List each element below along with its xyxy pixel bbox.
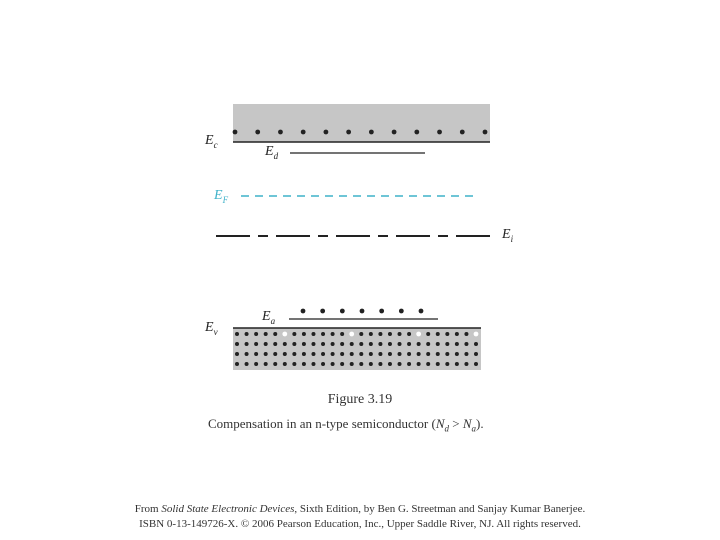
valence-electron: [426, 362, 430, 366]
credit-line-1: From Solid State Electronic Devices, Sixth Edition, by Ben G. Streetman and Sanjay Kumar Banerjee.: [134, 503, 586, 515]
valence-electron: [321, 332, 325, 336]
valence-electron: [245, 352, 249, 356]
valence-electron: [321, 362, 325, 366]
conduction-electron: [233, 130, 238, 135]
valence-electron: [464, 362, 468, 366]
valence-electron: [455, 362, 459, 366]
valence-electron: [464, 332, 468, 336]
valence-electron: [264, 332, 268, 336]
valence-electron: [350, 362, 354, 366]
valence-electron: [417, 352, 421, 356]
valence-electron: [245, 332, 249, 336]
valence-electron: [369, 342, 373, 346]
valence-electron: [292, 342, 296, 346]
valence-electron: [302, 342, 306, 346]
valence-electron: [445, 362, 449, 366]
label-ev: $E_v$: [205, 320, 218, 337]
valence-electron: [235, 342, 239, 346]
valence-electron: [359, 352, 363, 356]
valence-electron: [331, 352, 335, 356]
valence-electron: [273, 332, 277, 336]
valence-electron: [302, 332, 306, 336]
conduction-electron: [255, 130, 260, 135]
valence-electron: [331, 332, 335, 336]
acceptor-electron: [399, 309, 404, 314]
conduction-electron: [414, 130, 419, 135]
conduction-electron: [392, 130, 397, 135]
valence-electron: [340, 362, 344, 366]
valence-electron: [369, 352, 373, 356]
valence-electron: [311, 362, 315, 366]
valence-electron: [311, 352, 315, 356]
valence-electron: [331, 342, 335, 346]
hole: [282, 332, 287, 337]
valence-electron: [283, 362, 287, 366]
valence-electron: [445, 332, 449, 336]
valence-electron: [464, 342, 468, 346]
conduction-electron: [301, 130, 306, 135]
valence-electron: [245, 342, 249, 346]
valence-electron: [359, 362, 363, 366]
valence-electron: [292, 352, 296, 356]
valence-electron: [474, 362, 478, 366]
label-ed: $E_d$: [265, 144, 279, 161]
valence-band: [233, 328, 481, 370]
valence-electron: [388, 362, 392, 366]
valence-electron: [455, 342, 459, 346]
acceptor-electron: [320, 309, 325, 314]
valence-electron: [369, 332, 373, 336]
valence-electron: [321, 352, 325, 356]
valence-electron: [340, 342, 344, 346]
conduction-electron: [346, 130, 351, 135]
valence-electron: [388, 342, 392, 346]
valence-electron: [340, 332, 344, 336]
valence-electron: [436, 352, 440, 356]
valence-electron: [378, 362, 382, 366]
valence-electron: [264, 352, 268, 356]
valence-electron: [426, 342, 430, 346]
acceptor-electron: [340, 309, 345, 314]
valence-electron: [436, 342, 440, 346]
valence-electron: [426, 332, 430, 336]
conduction-electron: [460, 130, 465, 135]
valence-electron: [311, 342, 315, 346]
conduction-band: [233, 104, 490, 142]
valence-electron: [455, 332, 459, 336]
acceptor-electrons: [301, 309, 424, 314]
valence-electron: [474, 352, 478, 356]
valence-electron: [321, 342, 325, 346]
label-ef: $E_F$: [214, 188, 229, 205]
valence-electron: [292, 362, 296, 366]
hole: [349, 332, 354, 337]
valence-electron: [235, 352, 239, 356]
valence-electron: [407, 332, 411, 336]
label-ec: $E_c$: [205, 133, 218, 150]
valence-electron: [474, 342, 478, 346]
credit-line-2: ISBN 0-13-149726-X. © 2006 Pearson Education, Inc., Upper Saddle River, NJ. All rights reserved.: [139, 518, 581, 530]
valence-electron: [426, 352, 430, 356]
valence-electron: [359, 342, 363, 346]
valence-electron: [302, 362, 306, 366]
valence-electron: [264, 342, 268, 346]
valence-electron: [235, 362, 239, 366]
hole: [474, 332, 479, 337]
figure-title: Figure 3.19: [327, 392, 393, 407]
valence-electron: [398, 352, 402, 356]
valence-electron: [235, 332, 239, 336]
valence-electron: [350, 342, 354, 346]
conduction-electron: [278, 130, 283, 135]
figure-caption: Compensation in an n-type semiconductor $(N_d > N_a)$.: [208, 416, 484, 434]
valence-electron: [378, 352, 382, 356]
valence-electron: [350, 352, 354, 356]
acceptor-electron: [419, 309, 424, 314]
valence-electron: [254, 362, 258, 366]
hole: [416, 332, 421, 337]
valence-electron: [388, 332, 392, 336]
valence-electron: [407, 352, 411, 356]
valence-electron: [331, 362, 335, 366]
valence-electron: [464, 352, 468, 356]
valence-electron: [407, 342, 411, 346]
valence-electron: [283, 352, 287, 356]
valence-electron: [273, 342, 277, 346]
valence-electron: [407, 362, 411, 366]
valence-electron: [398, 362, 402, 366]
valence-electron: [445, 352, 449, 356]
valence-electron: [378, 342, 382, 346]
acceptor-electron: [301, 309, 306, 314]
valence-electron: [359, 332, 363, 336]
valence-electron: [398, 332, 402, 336]
valence-electron: [445, 342, 449, 346]
conduction-electron: [437, 130, 442, 135]
valence-electron: [436, 362, 440, 366]
label-ei: $E_i$: [502, 227, 514, 244]
conduction-electron: [483, 130, 488, 135]
valence-electron: [417, 342, 421, 346]
conduction-electron: [324, 130, 329, 135]
valence-electron: [254, 342, 258, 346]
valence-electron: [273, 362, 277, 366]
valence-electron: [455, 352, 459, 356]
label-ea: $E_a$: [262, 309, 276, 326]
valence-electron: [264, 362, 268, 366]
acceptor-electron: [360, 309, 365, 314]
valence-electron: [436, 332, 440, 336]
valence-electron: [369, 362, 373, 366]
valence-electron: [283, 342, 287, 346]
valence-electron: [388, 352, 392, 356]
valence-electron: [311, 332, 315, 336]
valence-electron: [398, 342, 402, 346]
valence-electron: [340, 352, 344, 356]
valence-electron: [245, 362, 249, 366]
valence-electron: [292, 332, 296, 336]
valence-electron: [273, 352, 277, 356]
valence-electron: [378, 332, 382, 336]
valence-electron: [302, 352, 306, 356]
valence-electron: [417, 362, 421, 366]
valence-electron: [254, 332, 258, 336]
conduction-electron: [369, 130, 374, 135]
valence-electron: [254, 352, 258, 356]
acceptor-electron: [379, 309, 384, 314]
